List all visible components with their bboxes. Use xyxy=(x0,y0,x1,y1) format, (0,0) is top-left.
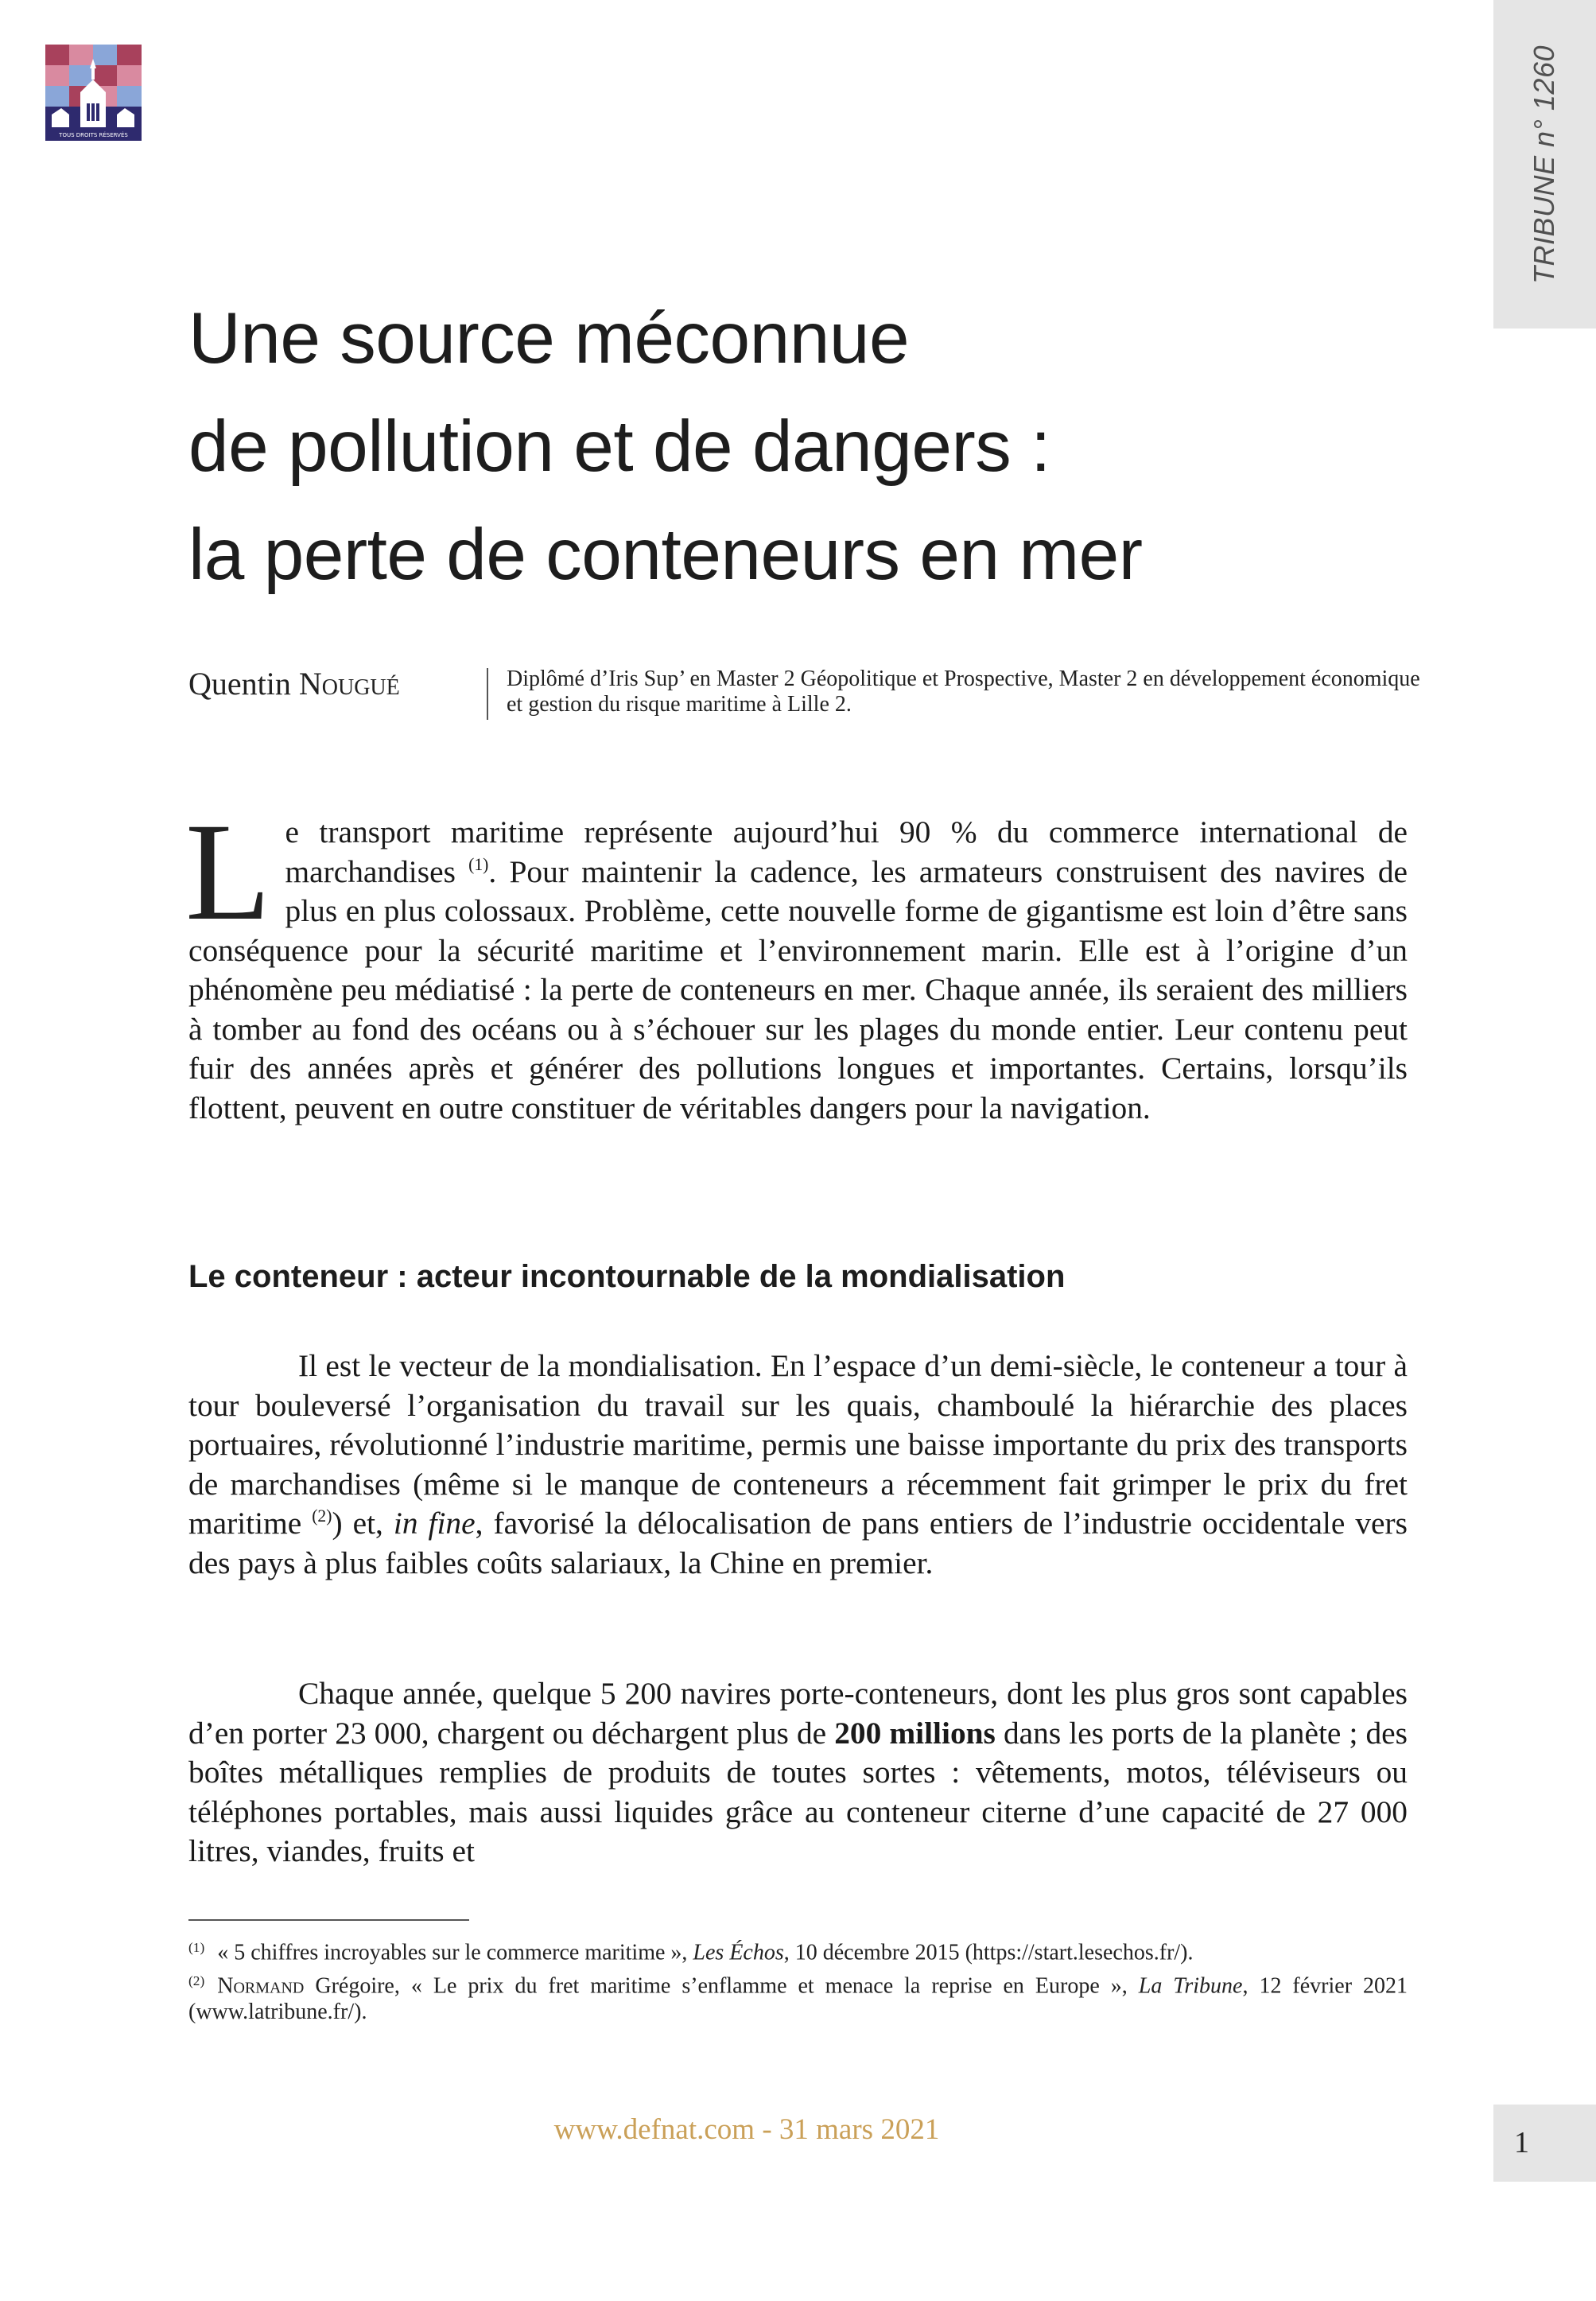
footnote: $^{(1)}$ « 5 chiffres incroyables sur le commerce maritime », Les Échos, 10 décembre 2015 (https://start.lesechos.fr/). xyxy=(188,1940,1194,1965)
footnote-ref[interactable]: (2) xyxy=(312,1506,332,1526)
page-number-box xyxy=(1493,2105,1596,2182)
title-line: la perte de conteneurs en mer xyxy=(188,515,1143,595)
footnotes xyxy=(188,1934,1408,2027)
author-name: Quentin Nougué xyxy=(188,666,400,702)
article-title xyxy=(188,285,1381,609)
section-heading: Le conteneur : acteur incontournable de la mondialisation xyxy=(188,1259,1066,1294)
title-line: de pollution et de dangers : xyxy=(188,406,1050,487)
article-intro: Le transport maritime représente aujourd’hui 90 % du commerce international de marchandises $^{(1)}$. Pour maintenir la cadence, les armateurs construisent des navires de plus en plus colossaux. Problème, cette nouvelle forme de gigantisme est loin d’être sans conséquence pour la sécurité maritime et l’environnement marin. Elle est à l’origine d’un phénomène peu médiatisé : la perte de conteneurs en mer. Chaque année, ils seraient des milliers à tomber au fond des océans ou à s’échouer sur les plages du monde entier. Leur contenu peut fuir des années après et générer des pollutions longues et importantes. Certains, lorsqu’ils flottent, peuvent en outre constituer de véritables dangers pour la navigation. xyxy=(185,795,1408,1125)
footnote-rule xyxy=(188,1919,469,1921)
dropcap: L xyxy=(185,795,271,950)
title-line: Une source méconnue xyxy=(188,298,910,379)
logo-caption: TOUS DROITS RÉSERVÉS xyxy=(59,132,128,138)
publication-logo xyxy=(45,45,142,141)
footnote: $^{(2)}$ Normand Grégoire, « Le prix du fret maritime s’enflamme et menace la reprise en Europe », La Tribune, 12 février 2021 (www.latribune.fr/). xyxy=(188,1973,1408,2025)
author-last-name: Nougué xyxy=(298,666,400,702)
italic-text: in fine xyxy=(393,1506,476,1541)
body-paragraph: Chaque année, quelque 5 200 navires porte-conteneurs, dont les plus gros sont capables d’en porter 23 000, chargent ou déchargent plus de 200 millions dans les ports de la planète ; des boîtes métalliques remplies de produits de toutes sortes : vêtements, motos, téléviseurs ou téléphones portables, mais aussi liquides grâce au conteneur citerne d’une capacité de 27 000 litres, viandes, fruits et xyxy=(188,1676,1408,1868)
footer-url-date[interactable]: www.defnat.com - 31 mars 2021 xyxy=(553,2113,940,2146)
author-separator xyxy=(487,668,488,720)
author-bio: Diplômé d’Iris Sup’ en Master 2 Géopolitique et Prospective, Master 2 en développement économique et gestion du risque maritime à Lille 2. xyxy=(507,667,1420,717)
footnote-link[interactable]: , 10 décembre 2015 (https://start.lesechos.fr/). xyxy=(783,1940,1194,1965)
tribune-number: TRIBUNE n° 1260 xyxy=(1528,45,1561,284)
footnote-ref[interactable]: (1) xyxy=(468,854,489,874)
bold-text: 200 millions xyxy=(834,1715,996,1751)
body-paragraph: Il est le vecteur de la mondialisation. En l’espace d’un demi-siècle, le conteneur a tour à tour bouleversé l’organisation du travail sur les quais, chamboulé la hiérarchie des places portuaires, révolutionné l’industrie maritime, permis une baisse importante du prix des transports de marchandises (même si le manque de conteneurs a récemment fait grimper le prix du fret maritime $^{(2)}$) et, in fine, favorisé la délocalisation de pans entiers de l’industrie occidentale vers des pays à plus faibles coûts salariaux, la Chine en premier. xyxy=(188,1348,1408,1580)
tribune-tab xyxy=(1493,0,1596,328)
logo-emblem-icon xyxy=(45,45,142,141)
footnote-link[interactable]: , 12 février 2021 (www.latribune.fr/). xyxy=(188,1973,1408,2025)
page-number: 1 xyxy=(1514,2126,1529,2159)
